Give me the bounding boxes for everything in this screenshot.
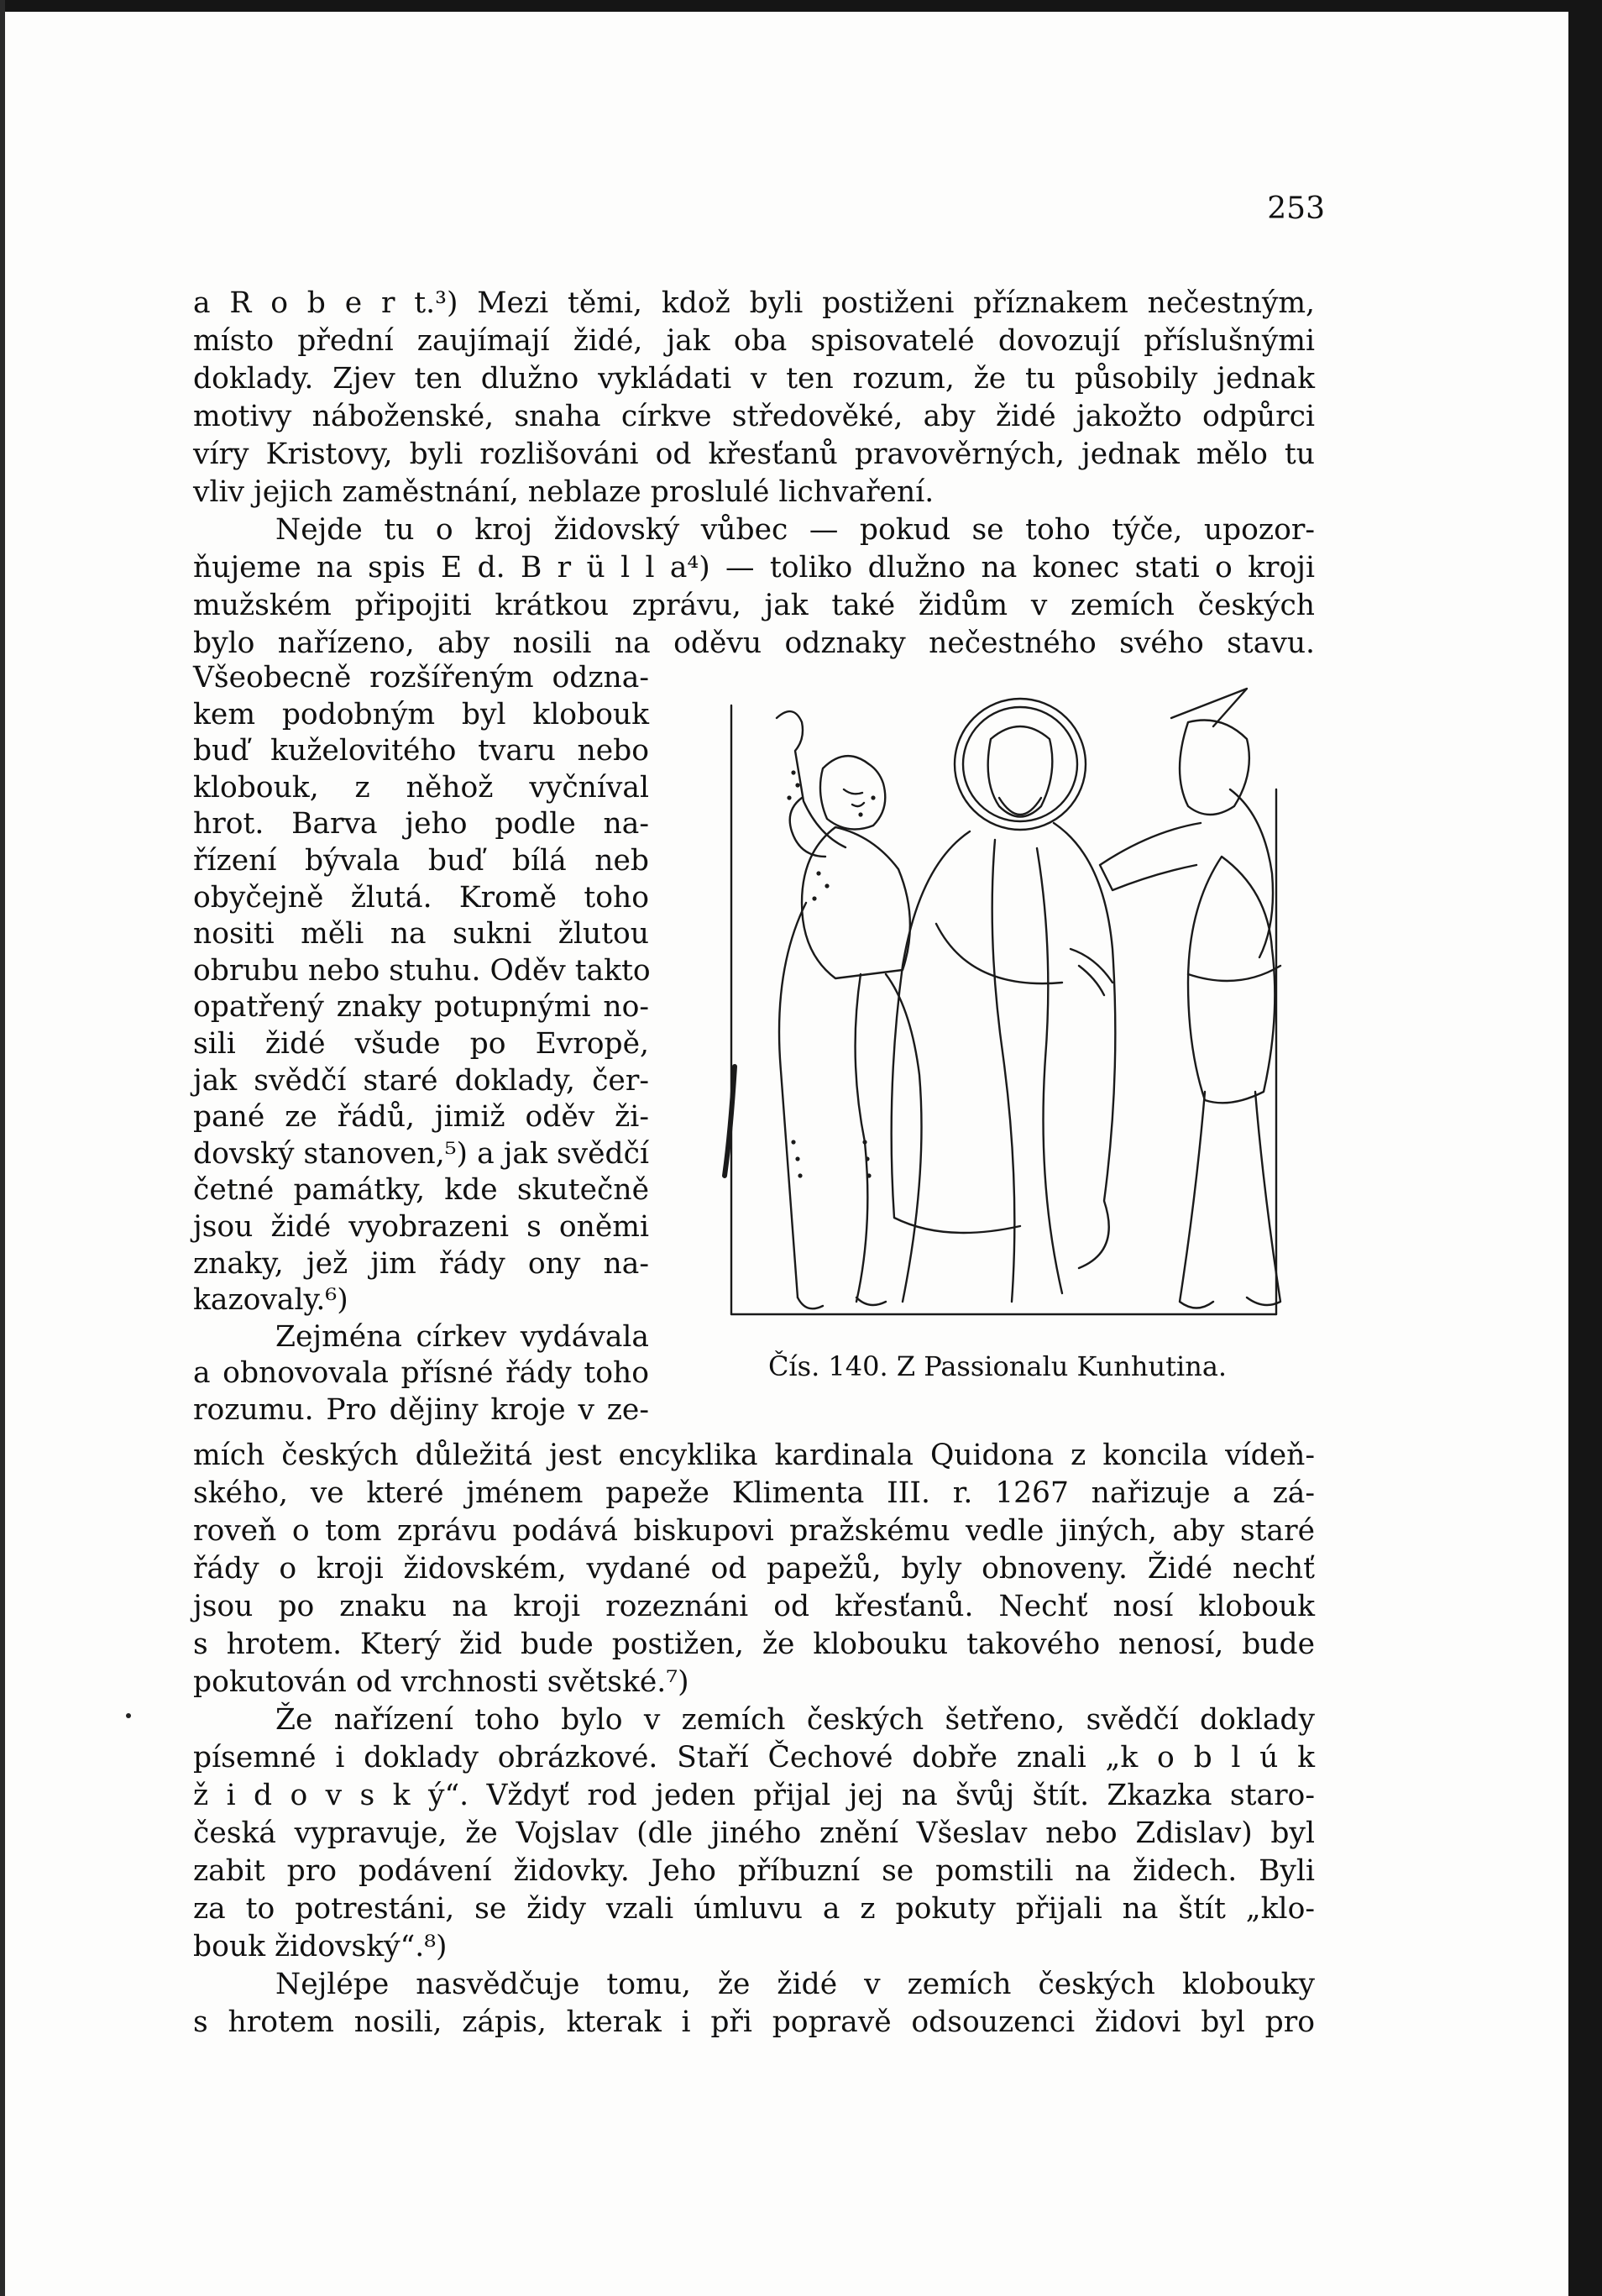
- figure-illustration: [718, 672, 1293, 1318]
- text-line: řízení bývala buď bílá neb: [193, 843, 649, 878]
- text-line: nositi měli na sukni žlutou: [193, 917, 649, 951]
- text-line: mích českých důležitá jest encyklika kardinala Quidona z koncila vídeň-: [193, 1439, 1315, 1472]
- jew-head: [1180, 721, 1249, 815]
- text-line: ž i d o v s k ý“. Vždyť rod jeden přijal jej na švůj štít. Zkazka staro-: [193, 1779, 1315, 1812]
- text-line: ňujeme na spis E d. B r ü l l a⁴) — toliko dlužno na konec stati o kroji: [193, 551, 1315, 584]
- text-line: buď kuželovitého tvaru nebo: [193, 734, 649, 768]
- text-line: a R o b e r t.³) Mezi těmi, kdož byli postiženi příznakem nečestným,: [193, 286, 1315, 320]
- text-line: česká vypravuje, že Vojslav (dle jiného znění Všeslav nebo Zdislav) byl: [193, 1816, 1315, 1850]
- text-line: kazovaly.⁶): [193, 1283, 348, 1318]
- text-line: znaky, jež jim řády ony na-: [193, 1246, 649, 1281]
- jew-leg-left: [1180, 1092, 1213, 1308]
- text-line: místo přední zaujímají židé, jak oba spisovatelé dovozují příslušnými: [193, 324, 1315, 358]
- christ-head: [988, 726, 1053, 817]
- text-line: písemné i doklady obrázkové. Staří Čechové dobře znali „k o b l ú k: [193, 1741, 1315, 1774]
- text-line: bouk židovský“.⁸): [193, 1930, 448, 1963]
- text-line: řády o kroji židovském, vydané od papežů, byly obnoveny. Židé nechť: [193, 1552, 1315, 1586]
- text-line: jsou po znaku na kroji rozeznáni od křesťanů. Nechť nosí klobouk: [193, 1590, 1315, 1623]
- text-line: Zejména církev vydávala: [275, 1319, 649, 1354]
- text-line: kem podobným byl klobouk: [193, 697, 649, 731]
- scan-edge-left: [0, 0, 5, 2296]
- text-line: zabit pro podávení židovky. Jeho příbuzní se pomstili na židech. Byli: [193, 1854, 1315, 1888]
- text-line: dovský stanoven,⁵) a jak svědčí: [193, 1136, 649, 1171]
- paragraph-block-bottom: [193, 1437, 1315, 2042]
- jew-tunic: [1188, 857, 1275, 1103]
- text-line: bylo nařízeno, aby nosili na oděvu odznaky nečestného svého stavu.: [193, 626, 1315, 660]
- text-line: Nejlépe nasvědčuje tomu, že židé v zemích českých klobouky: [275, 1968, 1315, 2001]
- text-line: jsou židé vyobrazeni s oněmi: [193, 1209, 649, 1244]
- text-line: motivy náboženské, snaha církve středověké, aby židé jakožto odpůrci: [193, 400, 1315, 433]
- text-line: obrubu nebo stuhu. Oděv takto: [193, 953, 651, 988]
- text-line: sili židé všude po Evropě,: [193, 1026, 649, 1061]
- text-line: vliv jejich zaměstnání, neblaze proslulé lichvaření.: [193, 475, 934, 509]
- page-number: 253: [1267, 191, 1325, 226]
- text-line: rozumu. Pro dějiny kroje v ze-: [193, 1392, 649, 1427]
- text-line: roveň o tom zprávu podává biskupovi pražskému vedle jiných, aby staré: [193, 1514, 1315, 1548]
- text-line: Všeobecně rozšířeným odzna-: [193, 661, 649, 695]
- text-line: obyčejně žlutá. Kromě toho: [193, 880, 649, 915]
- stray-dot-mark: [126, 1713, 131, 1718]
- text-line: pané ze řádů, jimiž oděv ži-: [193, 1100, 649, 1135]
- paragraph-block-wrapped: [193, 660, 649, 1428]
- figure-caption: Čís. 140. Z Passionalu Kunhutina.: [767, 1350, 1228, 1382]
- soldier-leg-left: [779, 903, 806, 1297]
- text-line: mužském připojiti krátkou zprávu, jak také židům v zemích českých: [193, 589, 1315, 622]
- paragraph-block-top: [193, 285, 1315, 663]
- text-line: ského, ve které jménem papeže Klimenta III. r. 1267 nařizuje a zá-: [193, 1476, 1315, 1510]
- text-line: klobouk, z něhož vyčníval: [193, 770, 649, 805]
- text-line: s hrotem nosili, zápis, kterak i při popravě odsouzenci židovi byl pro: [193, 2005, 1315, 2039]
- text-line: víry Kristovy, byli rozlišováni od křesťanů pravověrných, jednak mělo tu: [193, 438, 1315, 471]
- text-line: za to potrestáni, se židy vzali úmluvu a z pokuty přijali na štít „klo-: [193, 1892, 1315, 1926]
- jew-arm: [1100, 823, 1201, 890]
- text-line: četné památky, kde skutečně: [193, 1173, 649, 1208]
- soldier-leg-right: [856, 974, 868, 1302]
- christ-bound-hands: [1071, 949, 1112, 995]
- scan-edge-right: [1568, 0, 1602, 2296]
- text-line: jak svědčí staré doklady, čer-: [193, 1063, 649, 1098]
- passional-drawing: [718, 672, 1293, 1318]
- text-line: Nejde tu o kroj židovský vůbec — pokud se toho týče, upozor-: [275, 513, 1315, 547]
- text-line: opatřený znaky potupnými no-: [193, 990, 649, 1025]
- soldier-tunic: [802, 827, 910, 978]
- text-line: hrot. Barva jeho podle na-: [193, 807, 649, 841]
- scan-edge-top: [0, 0, 1602, 12]
- text-line: doklady. Zjev ten dlužno vykládati v ten rozum, že tu působily jednak: [193, 362, 1315, 396]
- halo-icon: [955, 699, 1086, 830]
- text-line: pokutován od vrchnosti světské.⁷): [193, 1665, 689, 1699]
- text-line: a obnovovala přísné řády toho: [193, 1356, 649, 1391]
- text-line: s hrotem. Který žid bude postižen, že klobouku takového nenosí, bude: [193, 1628, 1315, 1661]
- stylus-mark: [725, 1067, 735, 1176]
- christ-robe-right: [1054, 823, 1115, 1268]
- text-line: Že nařízení toho bylo v zemích českých šetřeno, svědčí doklady: [275, 1703, 1315, 1737]
